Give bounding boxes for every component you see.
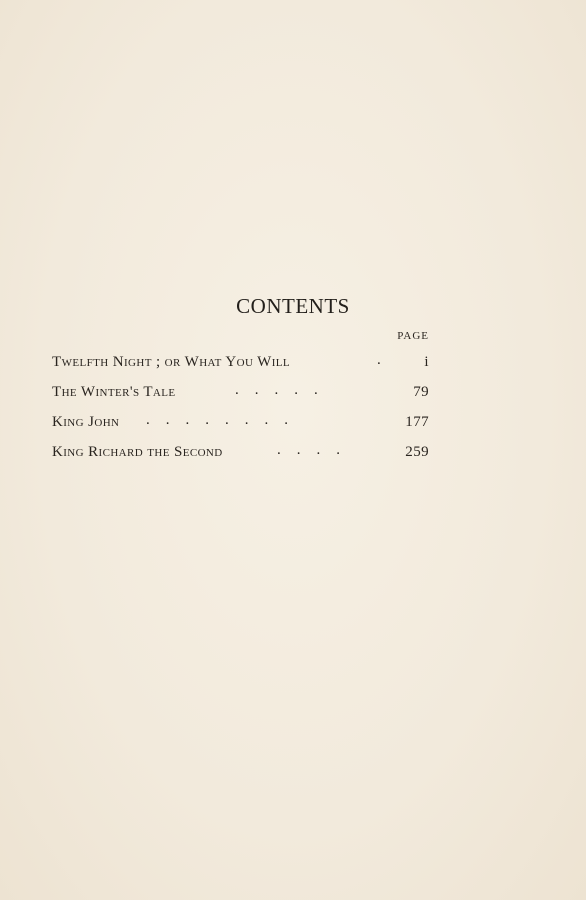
table-of-contents (52, 354, 429, 474)
page-column-header: PAGE (397, 330, 429, 342)
dot-leaders: ........ (146, 412, 304, 428)
toc-entry[interactable] (52, 414, 429, 444)
dot-leaders: .... (277, 442, 356, 458)
toc-entry-title: The Winter's Tale (52, 384, 176, 400)
contents-title: CONTENTS (236, 294, 350, 318)
toc-entry-title: Twelfth Night ; or What You Will (52, 354, 291, 370)
dot-leaders: . (377, 352, 397, 368)
toc-entry[interactable] (52, 354, 429, 384)
toc-entry-page: 259 (405, 444, 429, 460)
toc-entry-title: King Richard the Second (52, 444, 223, 460)
toc-entry-page: 79 (413, 384, 429, 400)
dot-leaders: ..... (235, 382, 334, 398)
toc-entry-page: i (424, 354, 429, 370)
toc-entry[interactable] (52, 444, 429, 474)
toc-entry-title: King John (52, 414, 120, 430)
toc-entry[interactable] (52, 384, 429, 414)
toc-entry-page: 177 (405, 414, 429, 430)
